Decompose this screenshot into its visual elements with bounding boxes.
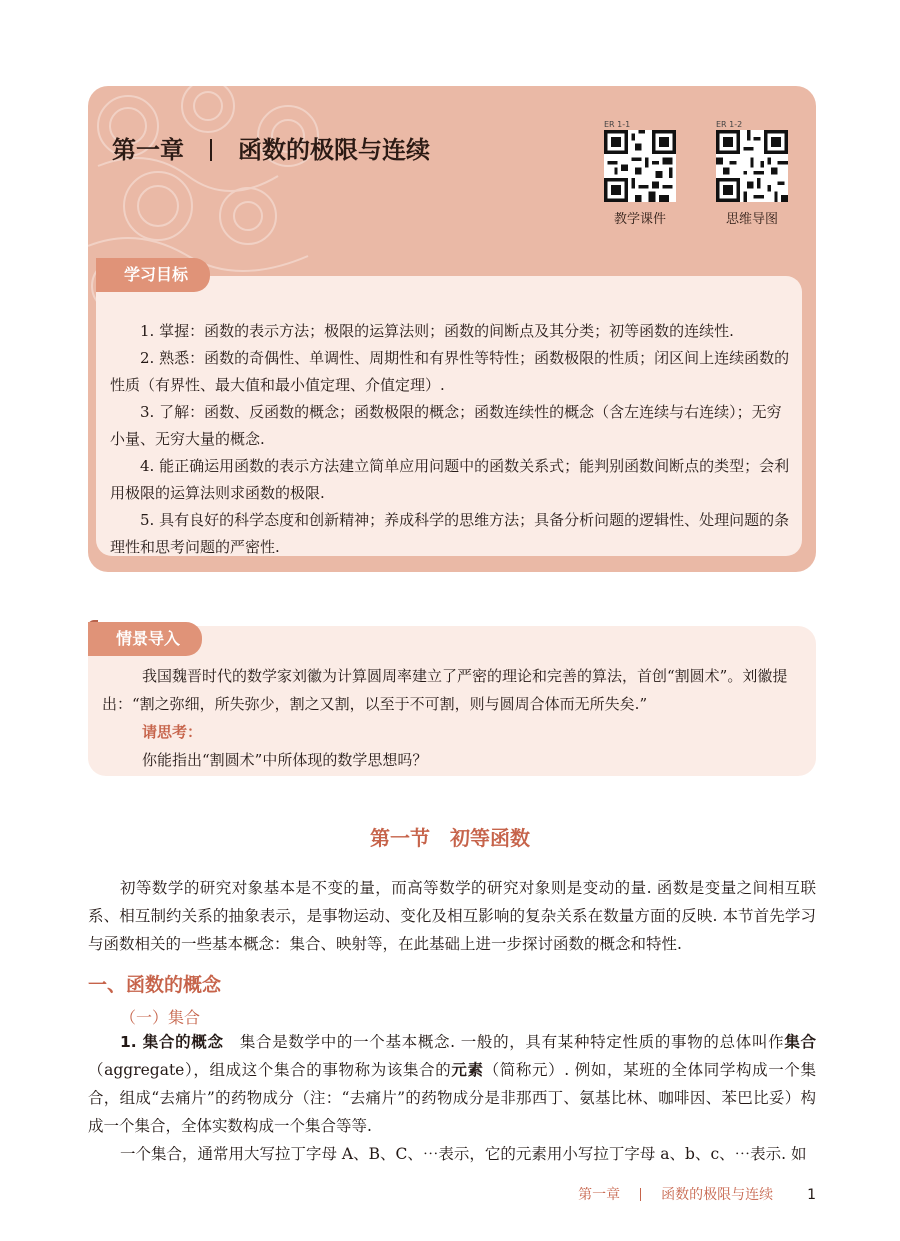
footer-divider <box>640 1188 641 1201</box>
text-run: （aggregate），组成这个集合的事物称为该集合的 <box>88 1061 452 1079</box>
think-label: 请思考： <box>142 723 203 741</box>
qr-mindmap[interactable] <box>712 120 792 227</box>
text-run: （简称元）. 例如，某班的全体同学构成一个集合，组成“去痛片”的药物成分（注：“去痛片”的药物成分是非那西丁、氨基比林、咖啡因、苯巴比妥）构成一个集合，全体实数构成一个集合等等. <box>88 1061 817 1135</box>
term-element: 元素 <box>451 1061 484 1079</box>
goal-item: 1. 掌握：函数的表示方法；极限的运算法则；函数的间断点及其分类；初等函数的连续性. <box>140 322 734 340</box>
qr-caption: 思维导图 <box>725 212 778 227</box>
goal-item: 5. 具有良好的科学态度和创新精神；养成科学的思维方法；具备分析问题的逻辑性、处理问题的条理性和思考问题的严密性. <box>110 511 790 556</box>
chapter-header-box <box>88 86 816 572</box>
section-title: 第一节 初等函数 <box>370 826 530 850</box>
chapter-number: 第一章 <box>112 136 184 164</box>
qr-code-id: ER 1-2 <box>716 120 743 129</box>
title-divider <box>210 139 212 161</box>
qr-code-icon[interactable] <box>604 130 676 202</box>
learning-goals-panel <box>96 265 802 556</box>
goal-item: 4. 能正确运用函数的表示方法建立简单应用问题中的函数关系式；能判别函数间断点的类型；会利用极限的运算法则求函数的极限. <box>110 457 790 502</box>
heading-set: （一）集合 <box>120 1008 201 1027</box>
scene-intro-text <box>102 662 802 774</box>
section-intro <box>88 874 816 958</box>
scene-intro-box <box>88 626 816 776</box>
learning-goals-list <box>110 318 790 561</box>
text-run: 集合是数学中的一个基本概念. 一般的，具有某种特定性质的事物的总体叫作 <box>223 1033 785 1051</box>
goal-item: 3. 了解：函数、反函数的概念；函数极限的概念；函数连续性的概念（含左连续与右连续）；无穷小量、无穷大量的概念. <box>110 403 782 448</box>
set-concept-label: 1. 集合的概念 <box>120 1033 224 1051</box>
footer-chapter: 第一章 <box>578 1187 621 1203</box>
page-number: 1 <box>807 1187 816 1203</box>
scene-intro-tag: 情景导入 <box>88 622 202 656</box>
qr-code-id: ER 1-1 <box>604 120 631 129</box>
chapter-title <box>112 130 430 165</box>
chapter-name: 函数的极限与连续 <box>238 136 430 164</box>
set-notation-paragraph: 一个集合，通常用大写拉丁字母 A、B、C、⋯表示，它的元素用小写拉丁字母 a、b、c、⋯表示. 如 <box>120 1145 807 1163</box>
learning-goals-tag: 学习目标 <box>96 258 210 292</box>
footer-title: 函数的极限与连续 <box>661 1187 774 1203</box>
qr-courseware[interactable] <box>600 120 680 227</box>
set-concept-paragraph <box>88 1028 816 1140</box>
qr-caption: 教学课件 <box>613 212 666 227</box>
heading-function-concept: 一、函数的概念 <box>88 974 222 996</box>
set-concept-text <box>88 1028 816 1168</box>
intro-paragraph: 初等数学的研究对象基本是不变的量，而高等数学的研究对象则是变动的量. 函数是变量之间相互联系、相互制约关系的抽象表示，是事物运动、变化及相互影响的复杂关系在数量方面的反映. 本节首先学习与函数相关的一些基本概念：集合、映射等，在此基础上进一步探讨函数的概念和特性. <box>88 879 816 953</box>
term-set: 集合 <box>784 1033 816 1051</box>
scene-story: 我国魏晋时代的数学家刘徽为计算圆周率建立了严密的理论和完善的算法，首创“割圆术”。刘徽提出：“割之弥细，所失弥少，割之又割，以至于不可割，则与圆周合体而无所失矣.” <box>102 667 788 713</box>
goal-item: 2. 熟悉：函数的奇偶性、单调性、周期性和有界性等特性；函数极限的性质；闭区间上连续函数的性质（有界性、最大值和最小值定理、介值定理）. <box>110 349 790 394</box>
qr-code-icon[interactable] <box>716 130 788 202</box>
think-question: 你能指出“割圆术”中所体现的数学思想吗？ <box>142 751 428 769</box>
page-footer <box>578 1184 816 1204</box>
